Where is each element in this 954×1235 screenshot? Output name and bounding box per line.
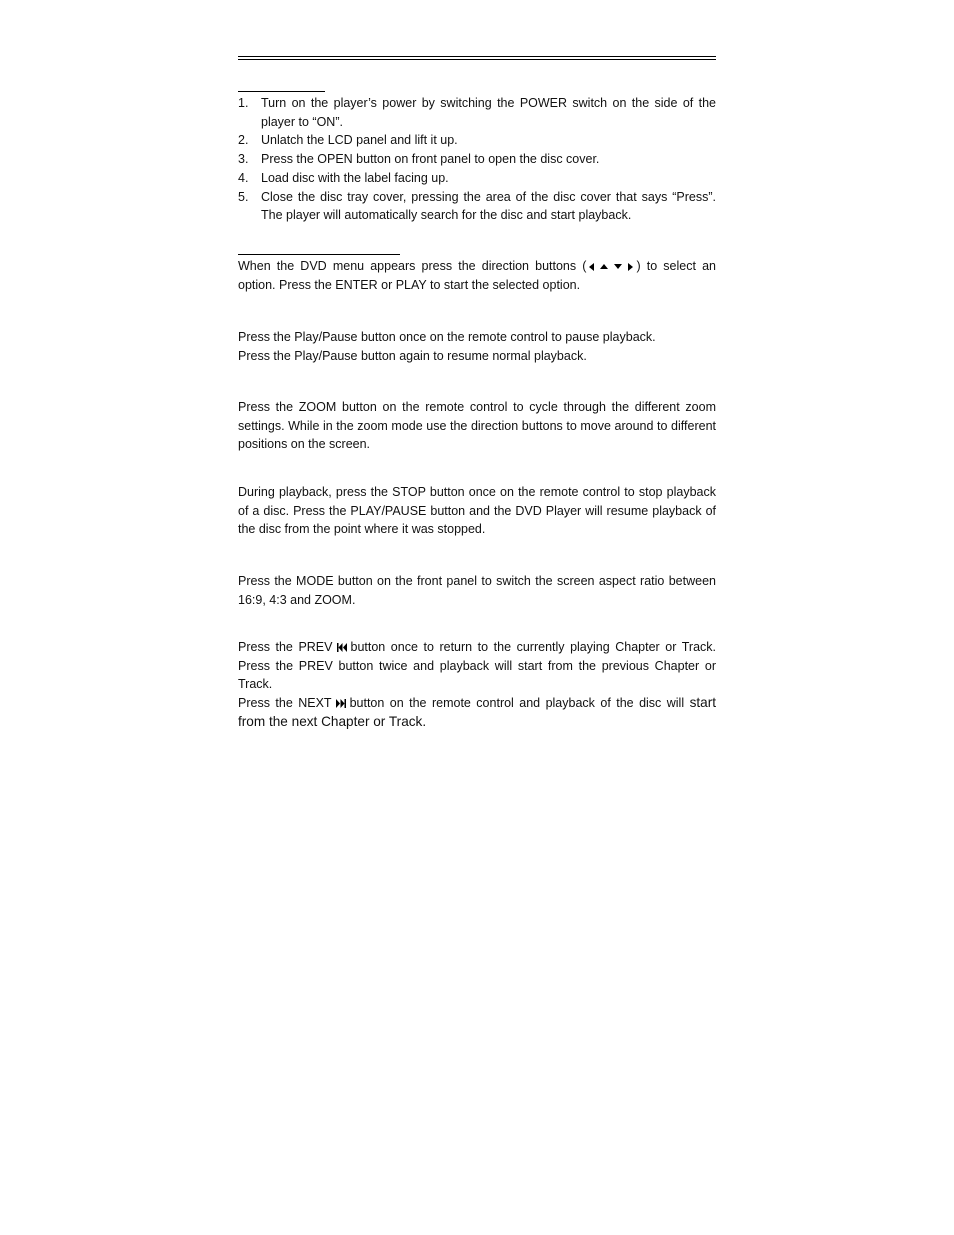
next-text-end: start from the next Chapter or Track. [238,695,716,729]
next-skip-icon [336,699,346,708]
section-underline-dvd-menu [238,254,400,255]
dvd-menu-paragraph [238,257,716,294]
header-double-rule [238,56,716,60]
next-text-start: Press the NEXT [238,696,332,711]
step-number: 5. [238,189,249,204]
mode-paragraph [238,572,716,609]
step-text: Press the OPEN button on front panel to open the disc cover. [261,152,600,167]
zoom-text: Press the ZOOM button on the remote control to cycle through the different zoom settings. While in the zoom mode use the direction buttons to move around to different positions on the screen. [238,400,716,452]
prev-text-start: Press the PREV [238,640,333,654]
list-item [238,131,716,150]
arrow-down-icon [614,264,622,269]
prev-skip-icon [337,643,347,652]
pause-line-2: Press the Play/Pause button again to resume normal playback. [238,348,587,363]
pause-paragraph [238,328,716,365]
step-text: Turn on the player’s power by switching the POWER switch on the side of the player to “ON”. [261,96,716,129]
playback-steps [238,94,716,225]
arrow-right-icon [628,263,633,271]
list-item [238,150,716,169]
list-item [238,188,716,225]
mode-text: Press the MODE button on the front panel to switch the screen aspect ratio between 16:9, 4:3 and ZOOM. [238,574,716,607]
prev-next-paragraph [238,638,716,732]
step-number: 4. [238,170,249,185]
step-number: 3. [238,152,249,167]
step-text: Load disc with the label facing up. [261,170,449,185]
step-number: 1. [238,96,249,110]
stop-paragraph [238,483,716,539]
arrow-left-icon [589,263,594,271]
list-item [238,169,716,188]
section-underline-playback [238,91,325,92]
arrow-up-icon [600,264,608,269]
stop-text: During playback, press the STOP button once on the remote control to stop playback of a disc. Press the PLAY/PAUSE button and the DVD Player will resume playback of the disc from the point where it was stopped. [238,485,716,537]
step-number: 2. [238,133,249,148]
step-text: Unlatch the LCD panel and lift it up. [261,133,458,148]
dvd-menu-text-end: ) to select an option. Press the ENTER or PLAY to start the selected option. [238,259,716,292]
pause-line-1: Press the Play/Pause button once on the remote control to pause playback. [238,330,656,344]
zoom-paragraph [238,398,716,454]
prev-text-end: button once to return to the currently playing Chapter or Track. Press the PREV button twice and playback will start from the previous Chapter or Track. [238,640,716,692]
list-item [238,94,716,131]
next-text-middle: button on the remote control and playback of the disc will [349,696,685,711]
step-text: Close the disc tray cover, pressing the area of the disc cover that says “Press”. The player will automatically search for the disc and start playback. [261,189,716,223]
dvd-menu-text-start: When the DVD menu appears press the direction buttons ( [238,259,587,273]
